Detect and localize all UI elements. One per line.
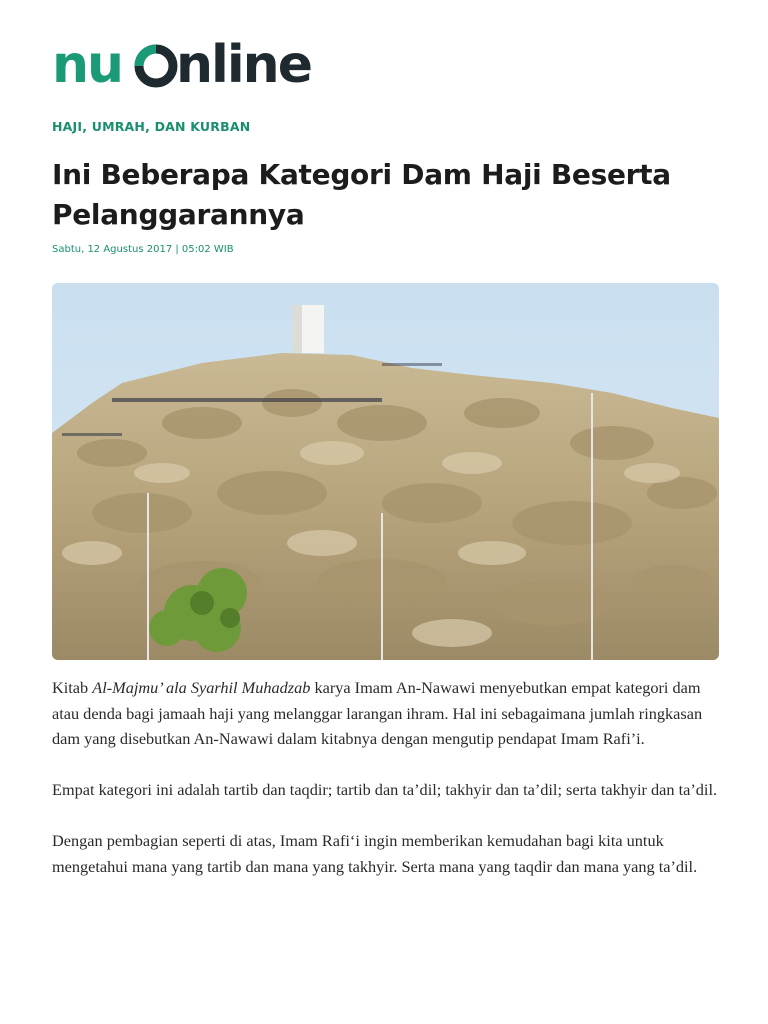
logo-text-nu: nu: [52, 35, 123, 95]
article-category[interactable]: HAJI, UMRAH, DAN KURBAN: [52, 119, 251, 134]
logo-text-nline: nline: [176, 35, 311, 95]
article-paragraph-2: Empat kategori ini adalah tartib dan taqdir; tartib dan ta’dil; takhyir dan ta’dil; serta takhyir dan ta’dil.: [52, 780, 718, 799]
nuonline-logo[interactable]: [52, 30, 322, 100]
article-title: Ini Beberapa Kategori Dam Haji Beserta Pelanggarannya: [52, 158, 671, 231]
logo-text-o: o: [154, 66, 158, 71]
article-paragraph-3: Dengan pembagian seperti di atas, Imam Rafi‘i ingin memberikan kemudahan bagi kita untuk mengetahui mana yang tartib dan mana yang takhyir. Serta mana yang taqdir dan mana yang ta’dil.: [52, 831, 698, 876]
article-date: Sabtu, 12 Agustus 2017 | 05:02 WIB: [52, 244, 234, 255]
article-paragraph-1: Kitab Al-Majmu’ ala Syarhil Muhadzab karya Imam An-Nawawi menyebutkan empat kategori dam atau denda bagi jamaah haji yang melanggar larangan ihram. Hal ini sebagaimana jumlah ringkasan dam yang disebutkan An-Nawawi dalam kitabnya dengan mengutip pendapat Imam Rafi’i.: [52, 678, 703, 748]
article-body: [52, 675, 722, 905]
svg-text:nu: [52, 35, 122, 95]
book-title-italic: Al-Majmu’ ala Syarhil Muhadzab: [92, 678, 311, 697]
article-photo: [52, 283, 719, 660]
logo-o-mark: [139, 49, 173, 83]
svg-text:nline: [176, 35, 311, 95]
